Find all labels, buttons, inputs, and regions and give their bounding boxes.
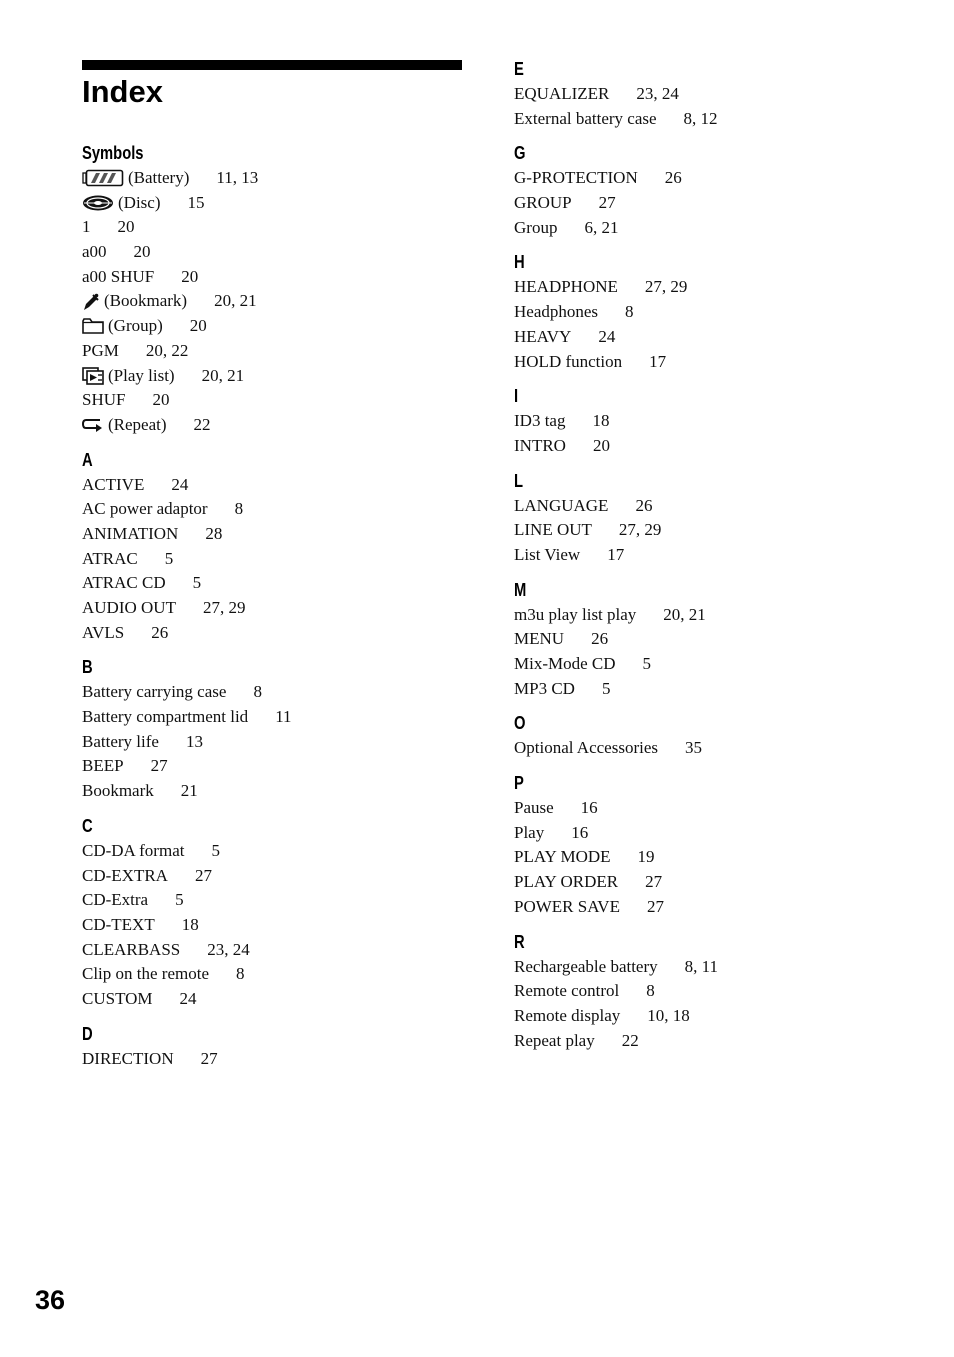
entry-pages: 24 <box>171 474 189 494</box>
index-section-o <box>514 710 894 761</box>
index-entry <box>82 388 462 413</box>
entry-term: Optional Accessories <box>514 738 658 758</box>
entry-term: List View <box>514 544 581 564</box>
entry-pages: 17 <box>649 351 667 371</box>
index-entry <box>514 275 894 300</box>
index-entry <box>514 979 894 1004</box>
entry-pages: 20 <box>152 390 170 410</box>
entry-term: CD-EXTRA <box>82 865 168 885</box>
index-entry <box>514 1004 894 1029</box>
index-column-left <box>82 140 462 1080</box>
entry-term: 1 <box>82 217 91 237</box>
entry-pages: 18 <box>181 914 199 934</box>
entry-pages: 27 <box>646 896 664 916</box>
entry-pages: 27 <box>150 756 168 776</box>
entry-pages: 17 <box>607 544 625 564</box>
entry-term: LINE OUT <box>514 520 592 540</box>
index-section-b <box>82 654 462 803</box>
battery-icon <box>82 169 124 187</box>
entry-pages: 18 <box>592 411 610 431</box>
entry-term: Remote display <box>514 1005 621 1025</box>
entry-term: G-PROTECTION <box>514 168 638 188</box>
entry-pages: 5 <box>601 678 611 698</box>
entry-pages: 8 <box>625 302 634 322</box>
entry-term: CUSTOM <box>82 988 153 1008</box>
entry-pages: 27, 29 <box>644 277 688 297</box>
index-entry <box>82 779 462 804</box>
section-heading: P <box>514 773 524 794</box>
index-entry <box>514 82 894 107</box>
entry-term: Pause <box>514 798 554 818</box>
index-column-right <box>514 56 894 1062</box>
entry-term: AVLS <box>82 622 125 642</box>
entry-term: MENU <box>514 629 565 649</box>
entry-pages: 23, 24 <box>207 939 250 959</box>
entry-term: CD-DA format <box>82 840 185 860</box>
entry-pages: 20 <box>133 242 151 262</box>
index-entry <box>82 166 462 191</box>
entry-term: ANIMATION <box>82 523 179 543</box>
index-entry <box>82 473 462 498</box>
index-section-l <box>514 468 894 568</box>
entry-term: GROUP <box>514 193 572 213</box>
entry-pages: 8 <box>646 981 655 1001</box>
entry-pages: 20 <box>592 435 610 455</box>
entry-term: Battery compartment lid <box>82 707 249 727</box>
index-entry <box>514 350 894 375</box>
index-entry <box>82 680 462 705</box>
entry-term: CLEARBASS <box>82 939 181 959</box>
index-entry <box>82 705 462 730</box>
index-entry <box>514 603 894 628</box>
index-entry <box>514 494 894 519</box>
index-entry <box>514 796 894 821</box>
entry-term: Battery life <box>82 731 159 751</box>
entry-term: EQUALIZER <box>514 84 610 103</box>
index-entry <box>514 652 894 677</box>
index-entry <box>82 938 462 963</box>
entry-term: SHUF <box>82 390 126 410</box>
index-entry <box>514 736 894 761</box>
index-section-h <box>514 249 894 374</box>
entry-term: PLAY MODE <box>514 847 611 867</box>
entry-term: INTRO <box>514 435 566 455</box>
entry-pages: 20 <box>117 217 135 237</box>
index-entry <box>82 571 462 596</box>
entry-term: Remote control <box>514 981 620 1001</box>
entry-term: CD-Extra <box>82 890 149 910</box>
entry-pages: 26 <box>635 495 653 515</box>
entry-term: ATRAC <box>82 548 138 568</box>
entry-term: (Battery) <box>128 168 190 187</box>
entry-pages: 6, 21 <box>584 217 619 237</box>
entry-term: a00 SHUF <box>82 266 155 286</box>
section-heading: D <box>82 1023 93 1044</box>
entry-term: AC power adaptor <box>82 499 208 519</box>
entry-pages: 10, 18 <box>647 1005 690 1025</box>
index-entry <box>82 596 462 621</box>
entry-term: PLAY ORDER <box>514 872 619 892</box>
entry-term: HEAVY <box>514 326 572 346</box>
entry-term: (Bookmark) <box>104 291 188 311</box>
entry-pages: 5 <box>642 654 652 673</box>
section-heading: L <box>514 470 524 491</box>
index-entry <box>82 864 462 889</box>
index-entry <box>82 364 462 389</box>
entry-pages: 21 <box>180 781 198 801</box>
index-entry <box>82 839 462 864</box>
entry-pages: 27, 29 <box>618 520 662 540</box>
index-section-p <box>514 770 894 919</box>
index-entry <box>514 627 894 652</box>
title-rule <box>82 60 462 70</box>
entry-pages: 35 <box>685 738 702 758</box>
repeat-icon <box>82 417 104 433</box>
entry-term: ACTIVE <box>82 474 145 494</box>
index-entry <box>514 216 894 241</box>
entry-pages: 20, 22 <box>145 340 189 360</box>
entry-pages: 8 <box>253 682 262 702</box>
section-heading: R <box>514 931 525 952</box>
entry-pages: 22 <box>193 414 211 434</box>
folder-icon <box>82 318 104 334</box>
index-entry <box>82 621 462 646</box>
entry-pages: 20, 21 <box>214 291 257 311</box>
entry-term: Mix-Mode CD <box>514 654 616 673</box>
section-heading: O <box>514 713 526 734</box>
index-entry <box>82 289 462 314</box>
page-title: Index <box>82 74 163 109</box>
index-entry <box>82 240 462 265</box>
index-section-i <box>514 383 894 458</box>
index-entry <box>82 987 462 1012</box>
entry-pages: 8, 11 <box>684 956 719 976</box>
index-entry <box>82 888 462 913</box>
entry-pages: 20, 21 <box>201 365 245 385</box>
entry-term: External battery case <box>514 108 657 128</box>
entry-term: a00 <box>82 242 107 262</box>
index-entry <box>82 962 462 987</box>
entry-term: POWER SAVE <box>514 896 620 916</box>
index-entry <box>514 1029 894 1054</box>
entry-pages: 11 <box>275 707 292 727</box>
index-entry <box>82 497 462 522</box>
entry-pages: 8 <box>234 499 244 519</box>
index-entry <box>514 845 894 870</box>
entry-pages: 24 <box>598 326 616 346</box>
section-heading: Symbols <box>82 143 144 163</box>
entry-term: (Disc) <box>118 192 161 212</box>
index-entry <box>514 166 894 191</box>
entry-pages: 8 <box>236 964 245 984</box>
entry-term: Rechargeable battery <box>514 956 658 976</box>
entry-term: HEADPHONE <box>514 277 618 297</box>
section-heading: I <box>514 386 519 407</box>
index-entry <box>514 518 894 543</box>
index-entry <box>82 1047 462 1072</box>
entry-pages: 20 <box>189 316 207 336</box>
entry-pages: 27 <box>194 865 212 885</box>
index-entry <box>82 191 462 216</box>
entry-term: (Play list) <box>108 365 175 385</box>
entry-pages: 26 <box>151 622 169 642</box>
entry-pages: 5 <box>211 840 220 860</box>
index-entry <box>514 409 894 434</box>
entry-term: Play <box>514 822 545 842</box>
section-heading: M <box>514 579 527 600</box>
entry-pages: 11, 13 <box>216 168 259 187</box>
index-section-symbols <box>82 140 462 438</box>
index-entry <box>82 265 462 290</box>
entry-pages: 27 <box>645 872 663 892</box>
entry-term: AUDIO OUT <box>82 598 176 617</box>
index-entry <box>514 821 894 846</box>
entry-pages: 27, 29 <box>202 598 246 617</box>
entry-pages: 16 <box>580 798 598 818</box>
page-number: 36 <box>35 1285 66 1315</box>
entry-term: PGM <box>82 340 119 360</box>
index-entry <box>82 730 462 755</box>
entry-pages: 22 <box>621 1030 639 1050</box>
entry-pages: 20, 21 <box>663 604 706 624</box>
section-heading: G <box>514 143 526 164</box>
index-entry <box>514 107 894 132</box>
entry-term: CD-TEXT <box>82 914 155 934</box>
entry-pages: 24 <box>179 988 197 1008</box>
entry-pages: 19 <box>637 847 655 867</box>
entry-pages: 26 <box>664 168 682 188</box>
index-entry <box>514 300 894 325</box>
index-entry <box>82 913 462 938</box>
index-entry <box>514 434 894 459</box>
index-entry <box>514 191 894 216</box>
index-entry <box>82 215 462 240</box>
entry-term: ID3 tag <box>514 411 566 431</box>
index-entry <box>514 955 894 980</box>
index-section-c <box>82 813 462 1012</box>
entry-term: ATRAC CD <box>82 573 166 593</box>
entry-term: BEEP <box>82 756 124 776</box>
section-heading: E <box>514 59 524 79</box>
entry-term: Repeat play <box>514 1030 595 1050</box>
entry-pages: 5 <box>175 890 184 910</box>
entry-pages: 20 <box>181 266 199 286</box>
entry-term: m3u play list play <box>514 604 637 624</box>
entry-term: MP3 CD <box>514 678 575 698</box>
entry-term: Group <box>514 217 558 237</box>
index-entry <box>514 895 894 920</box>
index-entry <box>514 543 894 568</box>
entry-term: LANGUAGE <box>514 495 609 515</box>
index-entry <box>82 547 462 572</box>
index-entry <box>82 522 462 547</box>
section-heading: H <box>514 252 525 273</box>
disc-icon <box>82 194 114 212</box>
entry-pages: 8, 12 <box>683 108 718 128</box>
section-heading: B <box>82 657 93 678</box>
entry-pages: 27 <box>200 1048 218 1068</box>
index-entry <box>514 325 894 350</box>
index-entry <box>82 754 462 779</box>
entry-term: DIRECTION <box>82 1048 174 1068</box>
section-heading: A <box>82 449 93 470</box>
index-section-d <box>82 1021 462 1072</box>
index-entry <box>514 870 894 895</box>
entry-pages: 5 <box>164 548 174 568</box>
index-section-e <box>514 56 894 131</box>
entry-pages: 13 <box>185 731 203 751</box>
index-entry <box>82 339 462 364</box>
index-entry <box>82 413 462 438</box>
entry-pages: 26 <box>591 629 609 649</box>
index-entry <box>514 677 894 702</box>
index-section-m <box>514 577 894 702</box>
index-section-a <box>82 447 462 646</box>
entry-pages: 16 <box>571 822 589 842</box>
bookmark-icon <box>82 293 100 311</box>
entry-pages: 28 <box>205 523 223 543</box>
entry-term: Bookmark <box>82 781 154 801</box>
index-section-r <box>514 929 894 1054</box>
section-heading: C <box>82 815 93 836</box>
index-entry <box>82 314 462 339</box>
entry-term: Battery carrying case <box>82 682 227 702</box>
entry-term: HOLD function <box>514 351 623 371</box>
entry-term: Clip on the remote <box>82 964 210 984</box>
entry-pages: 27 <box>598 193 616 213</box>
entry-pages: 15 <box>187 192 205 212</box>
playlist-icon <box>82 367 104 385</box>
entry-term: (Group) <box>108 316 163 336</box>
entry-pages: 5 <box>192 573 202 593</box>
entry-pages: 23, 24 <box>636 84 679 103</box>
index-section-g <box>514 140 894 240</box>
entry-term: Headphones <box>514 302 599 322</box>
entry-term: (Repeat) <box>108 414 167 434</box>
